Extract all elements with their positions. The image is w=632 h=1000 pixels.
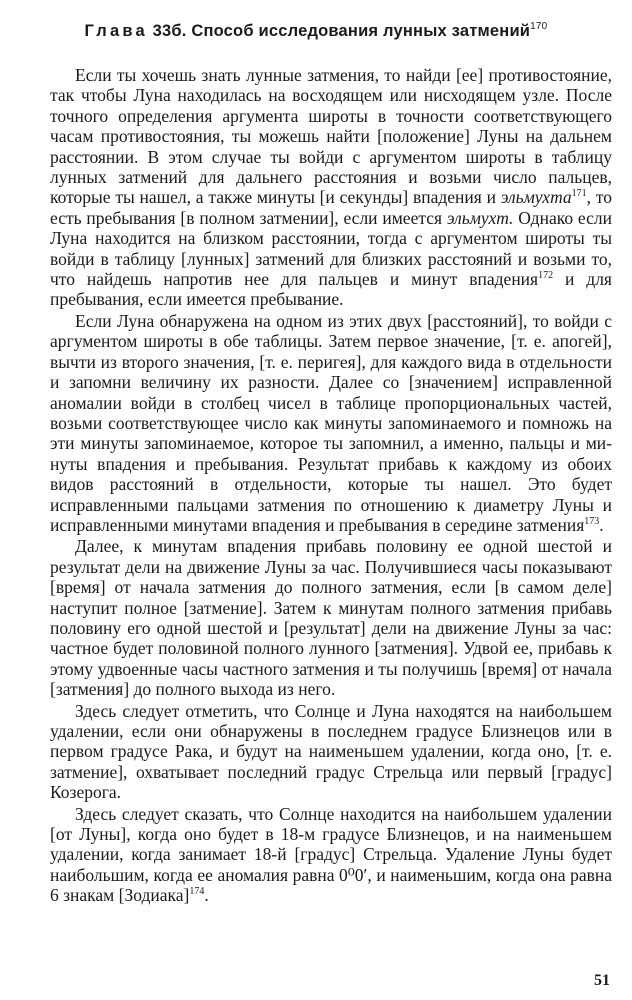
paragraph-1 xyxy=(50,65,612,310)
footnote-ref-170: 170 xyxy=(530,21,548,32)
paragraph-1-text-2: , то есть пребывания [в полном затмении], если имеется xyxy=(50,187,612,228)
paragraph-1-text-1: Если ты хочешь знать лунные затмения, то найди [ее] противостояние, так чтобы Луна находилась на восходящем или нисходящем узле. После точного определения аргумента широты в точности соответствующего часам противостояния, ты можешь найти [положение] Луны на дальнем расстоянии. В этом случае ты войди с аргументом широты в таблицу лунных затмений для дальнего расстояния и возьми число пальцев, которые ты нашел, а также минуты [и секунды] впадения и xyxy=(50,65,612,208)
term-elmuhta: эльмухта xyxy=(500,187,572,208)
paragraph-2-text-1: Если Луна обнаружена на одном из этих двух [расстояний], то войди с аргументом широты в обе таблицы. Затем первое значение, [т. е. апогей], вычти из второго значения, [т. е. перигея], для каждого вида в отдельности и запомни величину их разности. Далее со [значением] исправленной аномалии войди в столбец чисел в таблице пропорциональных частей, возьми соответствующее число как минуты запоминаемого и помножь на эти минуты запоминаемое, которое ты запомнил, а именно, пальцы и минуты впадения и пребывания. Результат прибавь к каждому из обоих видов расстояний в отдельности, которые ты нашел. Это будет исправленными пальцами затмения по отношению к диаметру Луны и исправленными минутами впадения и пребывания в середине затмения xyxy=(50,310,612,535)
paragraph-5-text-1: Здесь следует сказать, что Солнце находится на наибольшем удалении [от Луны], когда оно будет в 18-м градусе Близнецов, и на наименьшем удалении, когда занимает 18-й [градус] Стрельца. Удаление Луны будет наибольшим, когда ее аномалия равна 0⁰0′, и наименьшим, когда она равна 6 знакам [Зодиака] xyxy=(50,803,612,906)
paragraph-5 xyxy=(50,804,612,906)
paragraph-1-text-4: и для пребывания, если имеется пребывание. xyxy=(50,269,612,310)
paragraph-4-text-1: Здесь следует отметить, что Солнце и Луна находятся на наибольшем удалении, если они обнаружены в последнем градусе Близнецов или в первом градусе Рака, и будут на наименьшем удалении, когда оно, [т. е. затмение], охватывает последний градус Стрельца или первый [градус] Козерога. xyxy=(50,700,612,803)
paragraph-2-text-2: . xyxy=(599,514,604,535)
paragraph-1-text-3: Однако если Луна находится на близком расстоянии, тогда с аргументом широты ты войди в таблицу [лунных] затмений для близких расстояний и возьми то, что найдешь напротив нее для пальцев и минут впадения xyxy=(50,207,612,290)
footnote-ref-172: 172 xyxy=(538,270,554,282)
chapter-heading xyxy=(0,22,632,41)
chapter-heading-prefix: Глава xyxy=(84,22,148,40)
footnote-ref-171: 171 xyxy=(571,188,587,200)
footnote-ref-173: 173 xyxy=(584,515,600,527)
paragraph-4 xyxy=(50,701,612,803)
paragraph-3 xyxy=(50,536,612,699)
term-elmuht: эльмухт. xyxy=(446,207,514,228)
paragraph-2 xyxy=(50,311,612,535)
chapter-body xyxy=(50,65,612,906)
paragraph-3-text-1: Далее, к минутам впадения прибавь половину ее одной шестой и результат дели на движение Луны за час. Получившиеся часы показывают [время] от начала затмения до полного затмения, если [в самом деле] наступит полное [затмение]. Затем к минутам полного затмения прибавь половину его одной шестой и [результат] дели на движение Луны за час: частное будет половиной полного лунного [затмения]. Удвой ее, прибавь к этому удвоенные часы частного затмения и ты получишь [время] от начала [затмения] до полного выхода из него. xyxy=(50,536,612,700)
page-number: 51 xyxy=(594,972,610,989)
footnote-ref-174: 174 xyxy=(189,886,205,898)
chapter-heading-title: 33б. Способ исследования лунных затмений xyxy=(147,22,531,40)
paragraph-5-text-2: . xyxy=(204,885,209,906)
